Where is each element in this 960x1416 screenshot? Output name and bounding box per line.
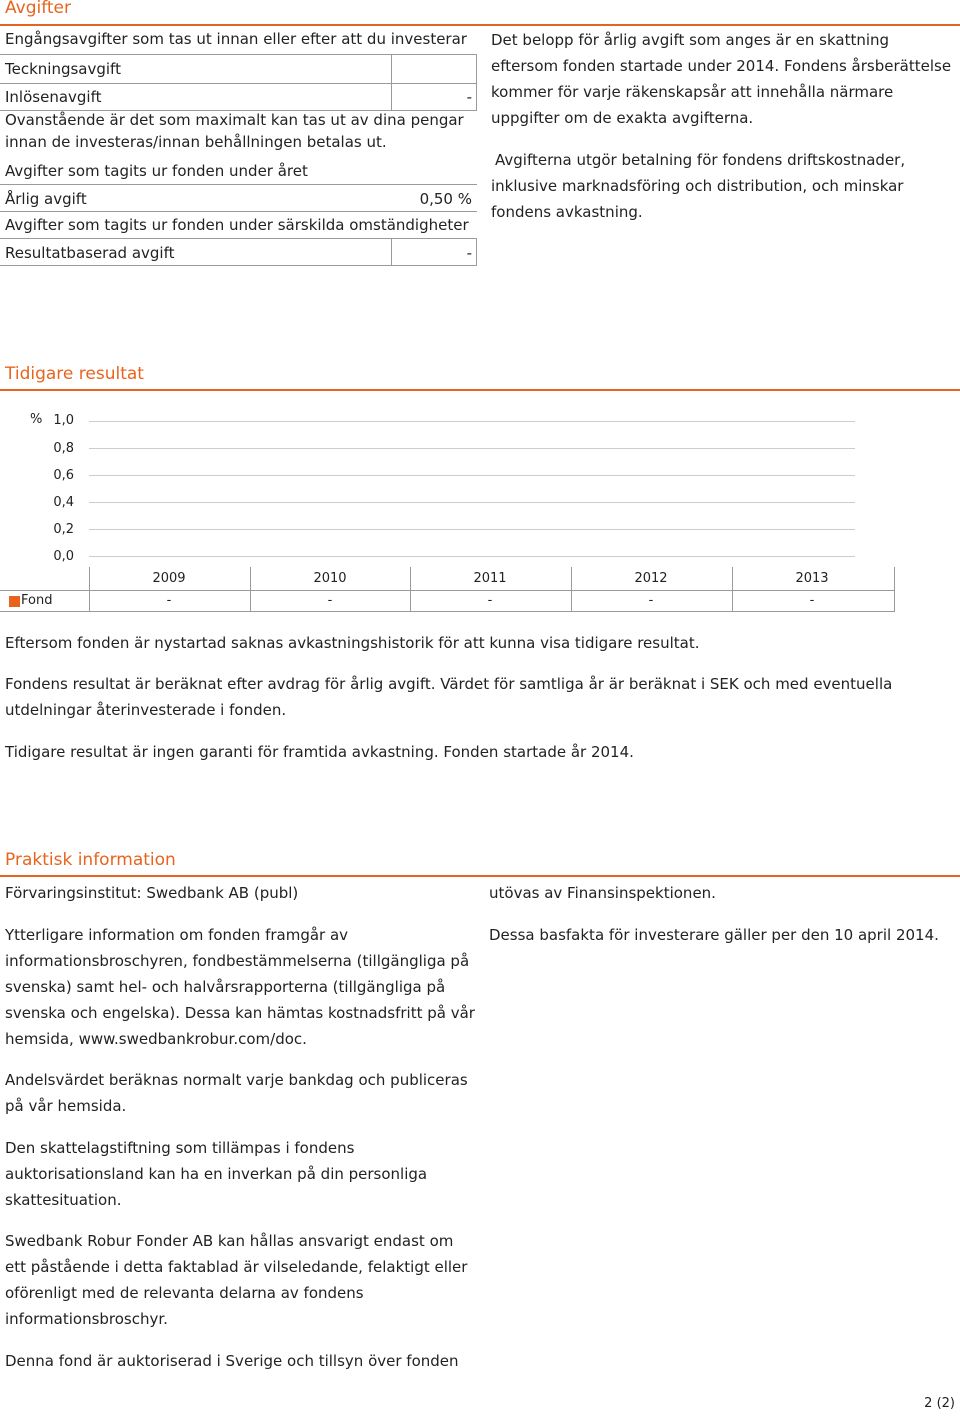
more-info-line: svenska) samt hel- och halvårsrapporterna (tillgängliga på — [5, 978, 446, 996]
entry-exit-fees-header: Engångsavgifter som tas ut innan eller efter att du investerar — [5, 30, 467, 48]
nav-info-line: på vår hemsida. — [5, 1097, 127, 1115]
liability-line: Swedbank Robur Fonder AB kan hållas ansvarigt endast om — [5, 1232, 454, 1250]
y-tick-label: 0,4 — [53, 495, 74, 510]
performance-note: Fondens resultat är beräknat efter avdrag för årlig avgift. Värdet för samtliga år är beräknat i SEK och med eventuella — [5, 675, 893, 693]
chart-table-divider — [894, 567, 895, 611]
data-label: - — [648, 593, 654, 608]
y-tick-label: 0,2 — [53, 522, 74, 537]
fees-section-title: Avgifter — [5, 0, 72, 18]
fee-note-line: Avgifterna utgör betalning för fondens driftskostnader, — [495, 151, 906, 169]
fees-table-border — [476, 238, 477, 265]
fee-note-line: eftersom fonden startade under 2014. Fondens årsberättelse — [491, 57, 952, 75]
redemption-fee-value: - — [466, 88, 472, 106]
chart-gridline — [89, 448, 855, 449]
fee-note-line: inklusive marknadsföring och distribution, och minskar — [491, 177, 904, 195]
tax-info-line: Den skattelagstiftning som tillämpas i fondens — [5, 1139, 355, 1157]
performance-fee-value: - — [466, 244, 472, 262]
annual-fee-value: 0,50 % — [419, 190, 472, 208]
validity-date-text: Dessa basfakta för investerare gäller per den 10 april 2014. — [489, 926, 939, 944]
legend-swatch-fond — [9, 596, 20, 607]
more-info-line: informationsbroschyren, fondbestämmelserna (tillgängliga på — [5, 952, 470, 970]
fees-table-line — [0, 54, 477, 55]
chart-gridline — [89, 502, 855, 503]
chart-gridline — [89, 475, 855, 476]
fees-table-divider — [391, 238, 392, 265]
fee-note-line: uppgifter om de exakta avgifterna. — [491, 109, 754, 127]
ongoing-fees-header: Avgifter som tagits ur fonden under året — [5, 162, 308, 180]
liability-line: oförenligt med de relevanta delarna av fondens — [5, 1284, 364, 1302]
fees-table-divider — [391, 54, 392, 110]
x-tick-label: 2012 — [634, 571, 668, 586]
x-tick-label: 2010 — [313, 571, 347, 586]
x-tick-label: 2013 — [795, 571, 829, 586]
chart-table-line — [0, 590, 895, 591]
y-tick-label: 0,0 — [53, 549, 74, 564]
data-label: - — [166, 593, 172, 608]
legend-label-fond: Fond — [21, 593, 53, 608]
performance-note: utdelningar återinvesterade i fonden. — [5, 701, 287, 719]
past-performance-rule — [0, 389, 960, 391]
performance-note: Eftersom fonden är nystartad saknas avkastningshistorik för att kunna visa tidigare resultat. — [5, 634, 700, 652]
data-label: - — [487, 593, 493, 608]
fee-note-line: kommer för varje räkenskapsår att innehålla närmare — [491, 83, 894, 101]
y-tick-label: 0,8 — [53, 441, 74, 456]
redemption-fee-label: Inlösenavgift — [5, 88, 102, 106]
fees-table-border — [476, 54, 477, 110]
fee-note-line: fondens avkastning. — [491, 203, 643, 221]
chart-y-unit: % — [30, 412, 43, 427]
depositary-text: Förvaringsinstitut: Swedbank AB (publ) — [5, 884, 299, 902]
special-fees-header: Avgifter som tagits ur fonden under särskilda omständigheter — [5, 216, 469, 234]
y-tick-label: 0,6 — [53, 468, 74, 483]
performance-note: Tidigare resultat är ingen garanti för framtida avkastning. Fonden startade år 2014. — [5, 743, 634, 761]
max-fee-note-line1: Ovanstående är det som maximalt kan tas ut av dina pengar — [5, 111, 464, 129]
fees-table-line — [0, 238, 477, 239]
x-tick-label: 2009 — [152, 571, 186, 586]
data-label: - — [809, 593, 815, 608]
chart-gridline — [89, 556, 855, 557]
chart-table-line — [0, 611, 895, 612]
more-info-line: Ytterligare information om fonden framgår av — [5, 926, 349, 944]
y-tick-label: 1,0 — [53, 413, 74, 428]
chart-gridline — [89, 421, 855, 422]
page-number: 2 (2) — [924, 1396, 955, 1411]
past-performance-title: Tidigare resultat — [5, 364, 144, 384]
fees-table-line — [0, 265, 477, 266]
nav-info-line: Andelsvärdet beräknas normalt varje bankdag och publiceras — [5, 1071, 468, 1089]
practical-info-rule — [0, 875, 960, 877]
tax-info-line: auktorisationsland kan ha en inverkan på din personliga — [5, 1165, 428, 1183]
x-tick-label: 2011 — [473, 571, 507, 586]
chart-gridline — [89, 529, 855, 530]
annual-fee-label: Årlig avgift — [5, 190, 87, 208]
practical-info-title: Praktisk information — [5, 850, 176, 870]
fees-table-line — [0, 184, 477, 185]
supervision-text: utövas av Finansinspektionen. — [489, 884, 716, 902]
data-label: - — [327, 593, 333, 608]
liability-line: informationsbroschyr. — [5, 1310, 168, 1328]
subscription-fee-label: Teckningsavgift — [5, 60, 121, 78]
authorisation-text: Denna fond är auktoriserad i Sverige och tillsyn över fonden — [5, 1352, 459, 1370]
performance-fee-label: Resultatbaserad avgift — [5, 244, 175, 262]
liability-line: ett påstående i detta faktablad är vilseledande, felaktigt eller — [5, 1258, 468, 1276]
more-info-line: hemsida, www.swedbankrobur.com/doc. — [5, 1030, 307, 1048]
fee-note-line: Det belopp för årlig avgift som anges är en skattning — [491, 31, 890, 49]
tax-info-line: skattesituation. — [5, 1191, 122, 1209]
more-info-line: svenska och engelska). Dessa kan hämtas kostnadsfritt på vår — [5, 1004, 475, 1022]
max-fee-note-line2: innan de investeras/innan behållningen betalas ut. — [5, 133, 387, 151]
